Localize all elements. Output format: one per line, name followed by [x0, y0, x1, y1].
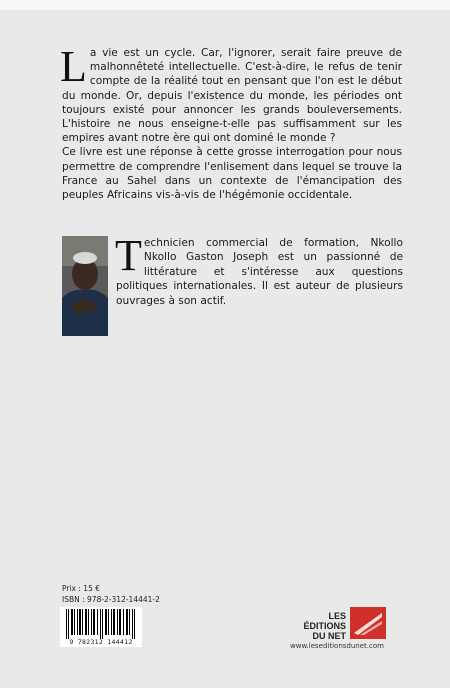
publisher-name-line-2: DU NET [312, 631, 346, 641]
barcode [60, 607, 142, 647]
top-border [0, 0, 450, 10]
price: Prix : 15 € [62, 584, 100, 593]
author-dropcap: T [115, 231, 142, 280]
book-blurb [60, 42, 402, 202]
publisher-name [288, 611, 346, 641]
publisher-emblem-icon [350, 607, 386, 639]
barcode-icon [60, 607, 142, 639]
blurb-paragraph-2: Ce livre est une réponse à cette grosse interrogation pour nous permettre de comprendre l'enlisement dans lequel se trouve la France au Sahel dans un contexte de l'émancipation des peuples Africains vis-à-vis de l'hégémonie occidentale. [62, 146, 402, 202]
blurb-paragraph-1 [60, 42, 402, 145]
publisher-name-line-1: LES ÉDITIONS [303, 611, 346, 631]
price-info [62, 583, 160, 605]
author-portrait-icon [62, 236, 108, 336]
blurb-dropcap: L [60, 42, 87, 91]
blurb-text-1: a vie est un cycle. Car, l'ignorer, serait faire preuve de malhonnêteté intellectuelle. C'est-à-dire, le refus de tenir compte de la réalité tout en pensant que l'on est le début du monde. Or, depuis l'existence du monde, les périodes ont toujours existé pour annoncer les grands bouleversements. L'histoire ne nous enseigne-t-elle pas suffisamment sur les empires avant notre ère qui ont dominé le monde ? [62, 47, 402, 145]
author-bio [115, 231, 403, 308]
barcode-number: 9 782312 144412 [69, 638, 133, 646]
publisher-url: www.leseditionsdunet.com [290, 642, 384, 650]
author-photo [62, 236, 108, 336]
publisher-logo [288, 607, 388, 641]
author-bio-text: echnicien commercial de formation, Nkollo Nkollo Gaston Joseph est un passionné de littérature et s'intéresse aux questions politiques internationales. Il est auteur de plusieurs ouvrages à son actif. [116, 237, 403, 307]
isbn: ISBN : 978-2-312-14441-2 [62, 595, 160, 604]
